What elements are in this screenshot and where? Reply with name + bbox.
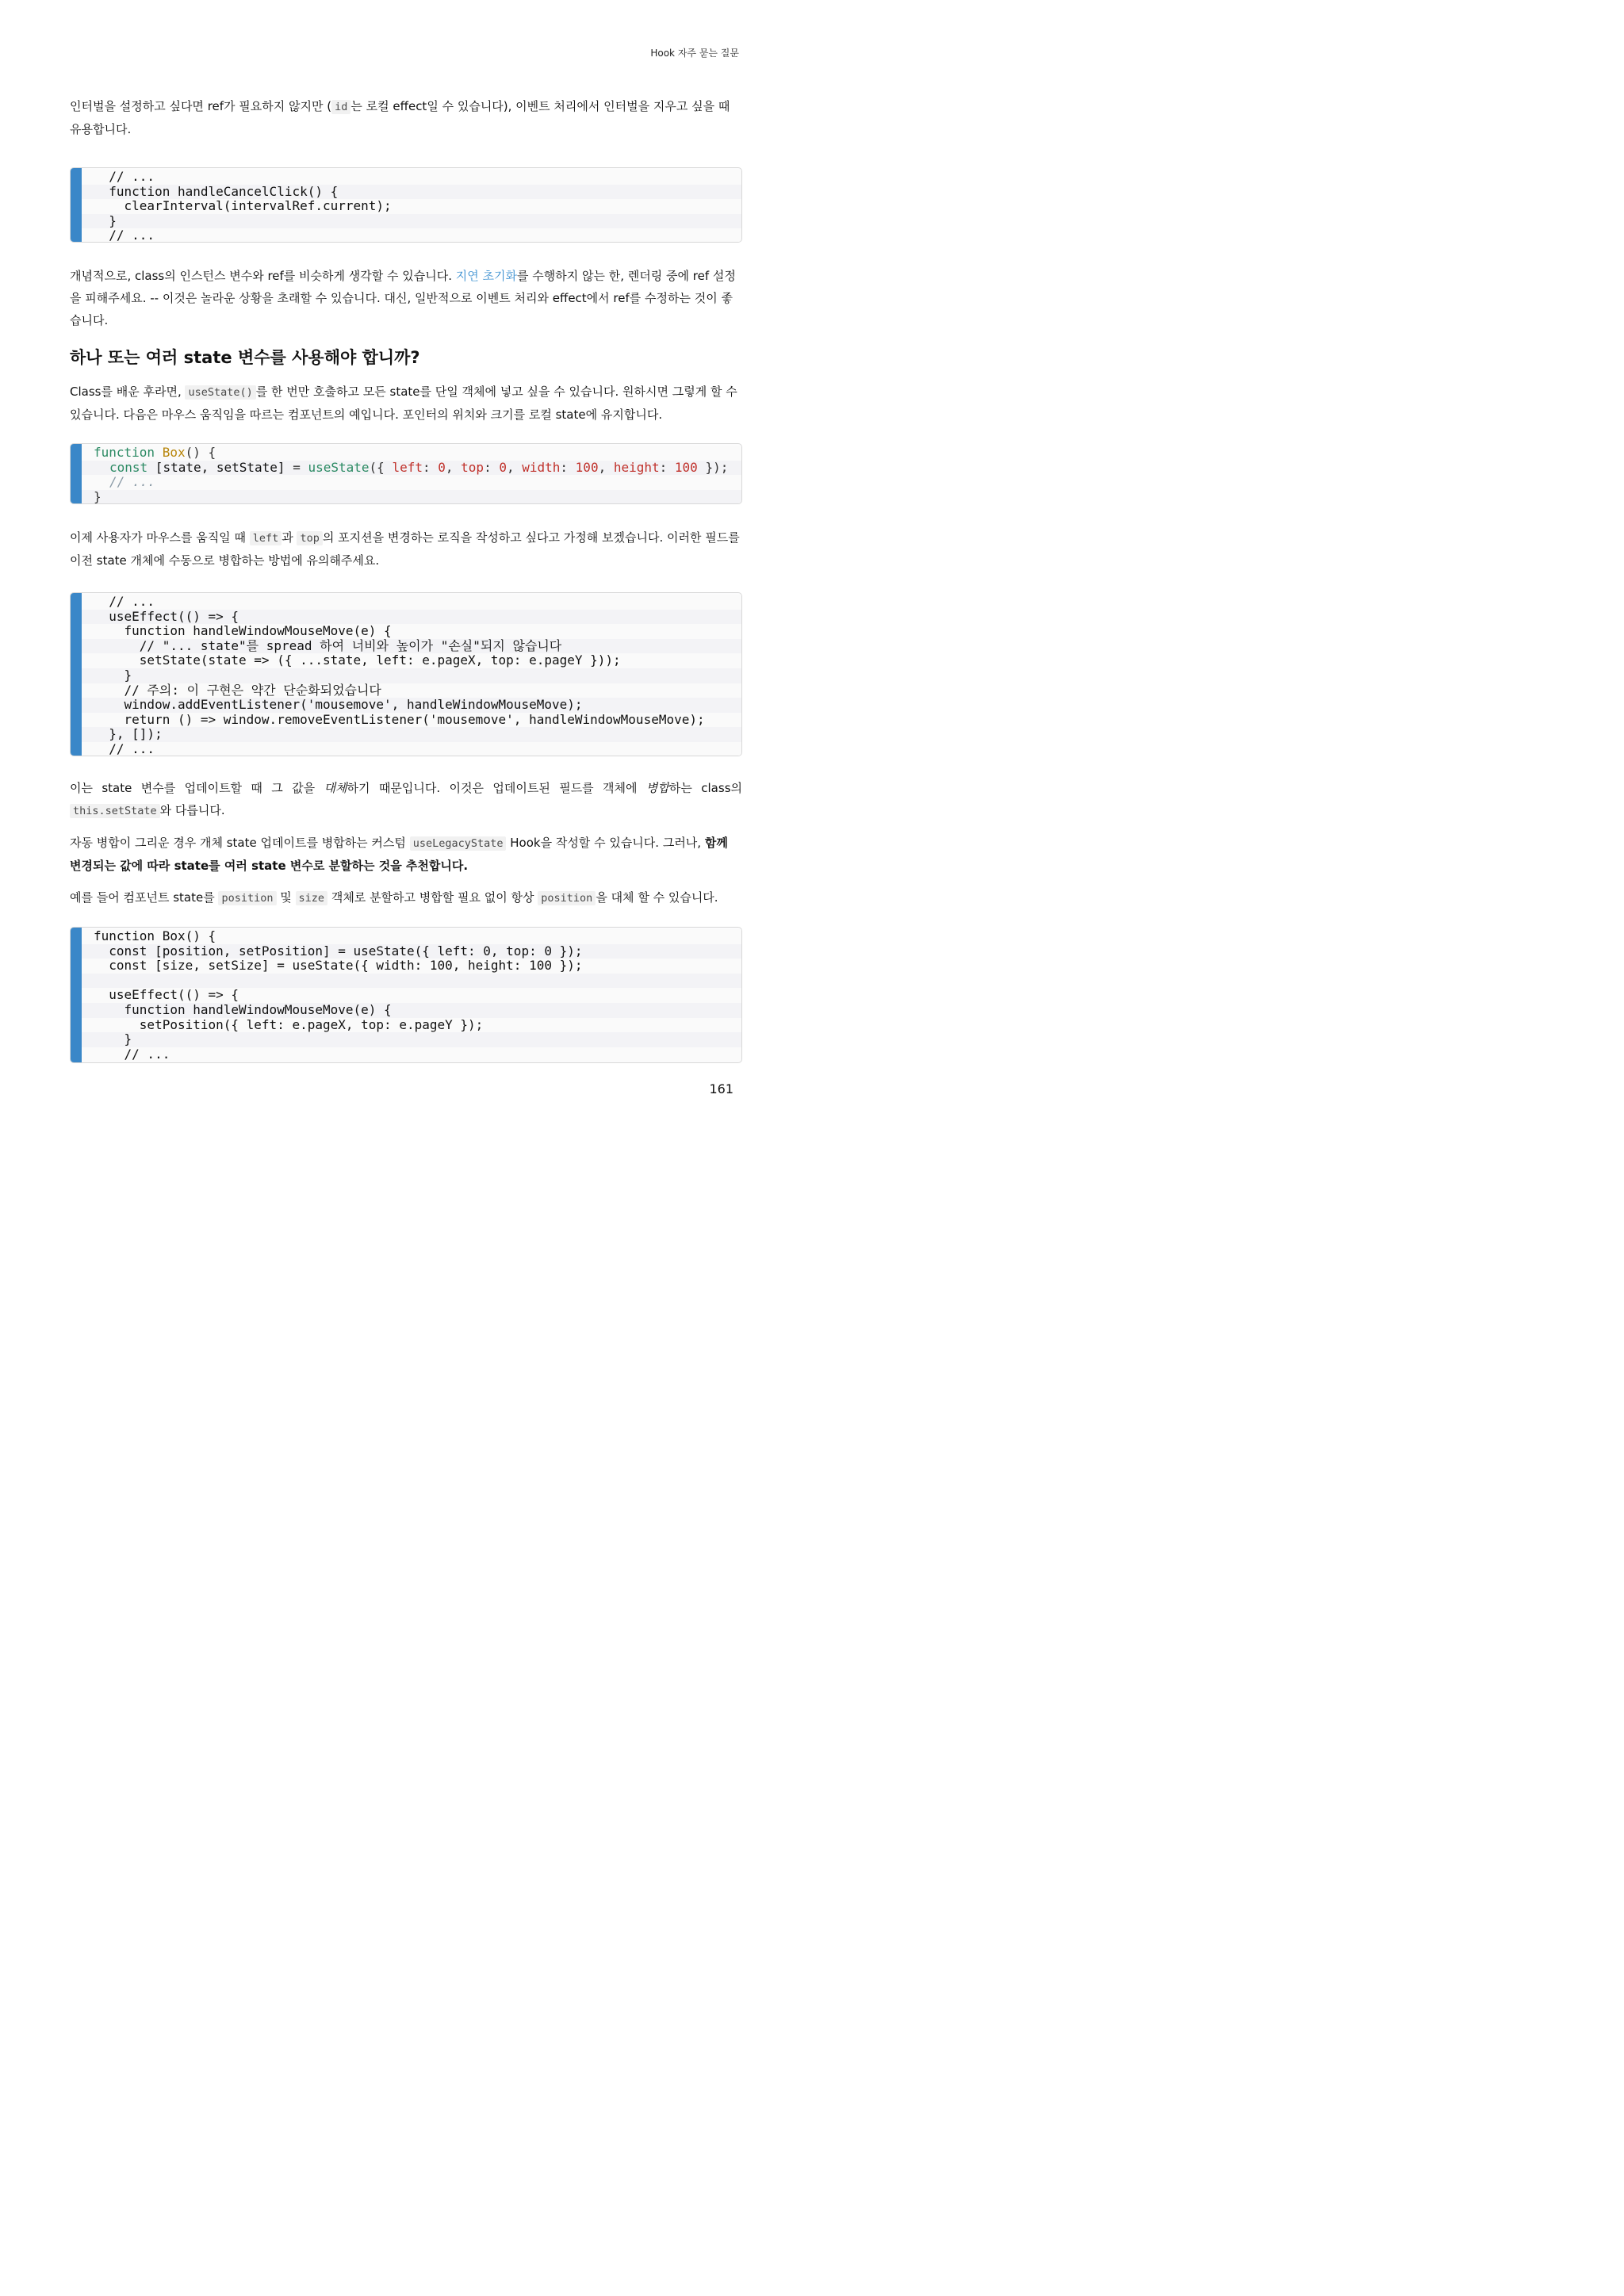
code-line: useEffect(() => { [71,610,741,625]
emphasis: 병합 [645,781,669,795]
emphasis: 대체 [324,781,347,795]
code-lines [71,928,741,1063]
inline-code-uselegacystate: useLegacyState [410,836,507,851]
inline-code-position: position [218,891,276,905]
code-block-mouse-move [70,592,742,756]
text: 예를 들어 컴포넌트 state를 [70,890,219,905]
page-number: 161 [709,1081,733,1096]
code-block-accent-bar [71,168,82,242]
text: Class를 배운 후라면, [70,385,186,399]
text: 을 대체 할 수 있습니다. [596,890,718,905]
code-line: // 주의: 이 구현은 약간 단순화되었습니다 [71,683,741,698]
inline-code-usestate: useState() [185,385,255,400]
code-lines [71,168,741,243]
text: Hook을 작성할 수 있습니다. 그러나, [506,836,705,850]
code-line: // ... [71,1047,741,1062]
code-block-split-box [70,927,742,1063]
punct: }); [697,459,729,475]
inline-code-position: position [538,891,596,905]
inline-code-id: id [331,100,350,114]
code-lines [71,593,741,756]
code-line: const [size, setSize] = useState({ width: 100, height: 100 }); [71,959,741,974]
text: 는 로컬 effect일 수 있습니다), 이벤트 처리에서 인터벌을 지우고 싶을 때 유용합니다. [70,99,730,136]
number: 100 [575,459,599,475]
punct: : [422,459,439,475]
text: 와 다릅니다. [159,803,225,817]
text: 이는 state 변수를 업데이트할 때 그 값을 [70,781,324,795]
number: 0 [499,459,507,475]
text: 하는 class의 [668,781,742,795]
paragraph-replace-vs-merge [70,777,742,822]
punct: , [445,459,462,475]
prop: left [392,459,423,475]
code-line [71,446,741,461]
text: 이제 사용자가 마우스를 움직일 때 [70,530,250,545]
punct: , [598,459,614,475]
code-line: const [position, setPosition] = useState({ left: 0, top: 0 }); [71,944,741,959]
code-line: useEffect(() => { [71,988,741,1003]
code-line: clearInterval(intervalRef.current); [71,199,741,214]
paragraph-split-state [70,886,742,909]
inline-code-top: top [297,531,322,545]
keyword: function [94,445,155,460]
code-line: function handleCancelClick() { [71,185,741,200]
operator: = [293,459,301,475]
text: 및 [276,890,296,905]
number: 100 [674,459,698,475]
code-line [71,974,741,989]
prop: top [461,459,485,475]
comment: // ... [109,474,155,490]
text: 자동 병합이 그리운 경우 개체 state 업데이트를 병합하는 커스텀 [70,836,410,850]
prop: height [613,459,660,475]
code-block-accent-bar [71,444,82,503]
code-line: setPosition({ left: e.pageX, top: e.pageY }); [71,1018,741,1033]
number: 0 [438,459,446,475]
code-line: // ... [71,595,741,610]
code-lines [71,444,741,504]
code-line: // "... state"를 spread 하여 너비와 높이가 "손실"되지 않습니다 [71,639,741,654]
code-line: }, []); [71,727,741,742]
code-line: function handleWindowMouseMove(e) { [71,624,741,639]
code-line: window.addEventListener('mousemove', handleWindowMouseMove); [71,698,741,713]
punct: : [560,459,576,475]
paragraph-legacy-state [70,832,742,877]
text: 를 수행하지 않는 한, 렌더링 중에 ref 설정을 피해주세요. -- 이것은 놀라운 상황을 초래할 수 있습니다. 대신, 일반적으로 이벤트 처리와 effect에서 ref를 수정하는 것이 좋습니다. [70,269,736,327]
code-line: } [71,214,741,229]
text: 개념적으로, class의 인스턴스 변수와 ref를 비슷하게 생각할 수 있습니다. [70,269,456,283]
code-block-cancel-click [70,167,742,243]
text: [state, setState] [147,459,293,475]
text: 를 한 번만 호출하고 모든 state를 단일 객체에 넣고 싶을 수 있습니다. 원하시면 그렇게 할 수 있습니다. 다음은 마우스 움직임을 따르는 컴포넌트의 예입니다. 포인터의 위치와 크기를 로컬 state에 유지합니다. [70,385,737,422]
text: 하기 때문입니다. 이것은 업데이트된 필드를 객체에 [347,781,646,795]
code-line: return () => window.removeEventListener('mousemove', handleWindowMouseMove); [71,713,741,728]
text: 인터벌을 설정하고 싶다면 ref가 필요하지 않지만 ( [70,99,332,113]
page-content [70,95,742,1063]
bold-recommendation: 함께 변경되는 값에 따라 state를 여러 state 변수로 분할하는 것을 추천합니다. [70,836,728,873]
code-line: // ... [71,228,741,243]
function-name: Box [162,445,186,460]
code-line [71,461,741,476]
code-line [71,475,741,490]
inline-code-setstate: this.setState [70,804,160,818]
text: 의 포지션을 변경하는 로직을 작성하고 싶다고 가정해 보겠습니다. 이러한 필드를 이전 state 개체에 수동으로 병합하는 방법에 유의해주세요. [70,530,740,568]
punct: , [506,459,523,475]
code-line [71,490,741,504]
section-heading: 하나 또는 여러 state 변수를 사용해야 합니까? [70,348,420,367]
code-line: } [71,668,741,683]
paragraph-merge-manually [70,526,742,572]
punct: : [659,459,675,475]
text: 과 [282,530,297,545]
code-line: function handleWindowMouseMove(e) { [71,1003,741,1018]
punct: } [94,488,102,504]
function-name: useState [300,459,370,475]
code-line: // ... [71,742,741,756]
code-line: // ... [71,170,741,185]
prop: width [522,459,561,475]
punct: ({ [369,459,393,475]
code-line: function Box() { [71,929,741,944]
keyword: const [109,459,148,475]
code-block-box-state [70,443,742,504]
code-block-accent-bar [71,593,82,756]
punct: : [484,459,500,475]
running-header: Hook 자주 묻는 질문 [650,48,739,59]
code-line: } [71,1032,741,1047]
code-line: setState(state => ({ ...state, left: e.pageX, top: e.pageY })); [71,653,741,668]
punct: () { [185,445,216,460]
code-block-accent-bar [71,928,82,1062]
inline-code-left: left [250,531,282,545]
paragraph-instance-variables [70,265,742,331]
paragraph-single-object [70,381,742,426]
paragraph-interval-ref [70,95,742,140]
inline-code-size: size [296,891,328,905]
text: 객체로 분할하고 병합할 필요 없이 항상 [327,890,538,905]
lazy-init-link[interactable]: 지연 초기화 [455,269,517,283]
